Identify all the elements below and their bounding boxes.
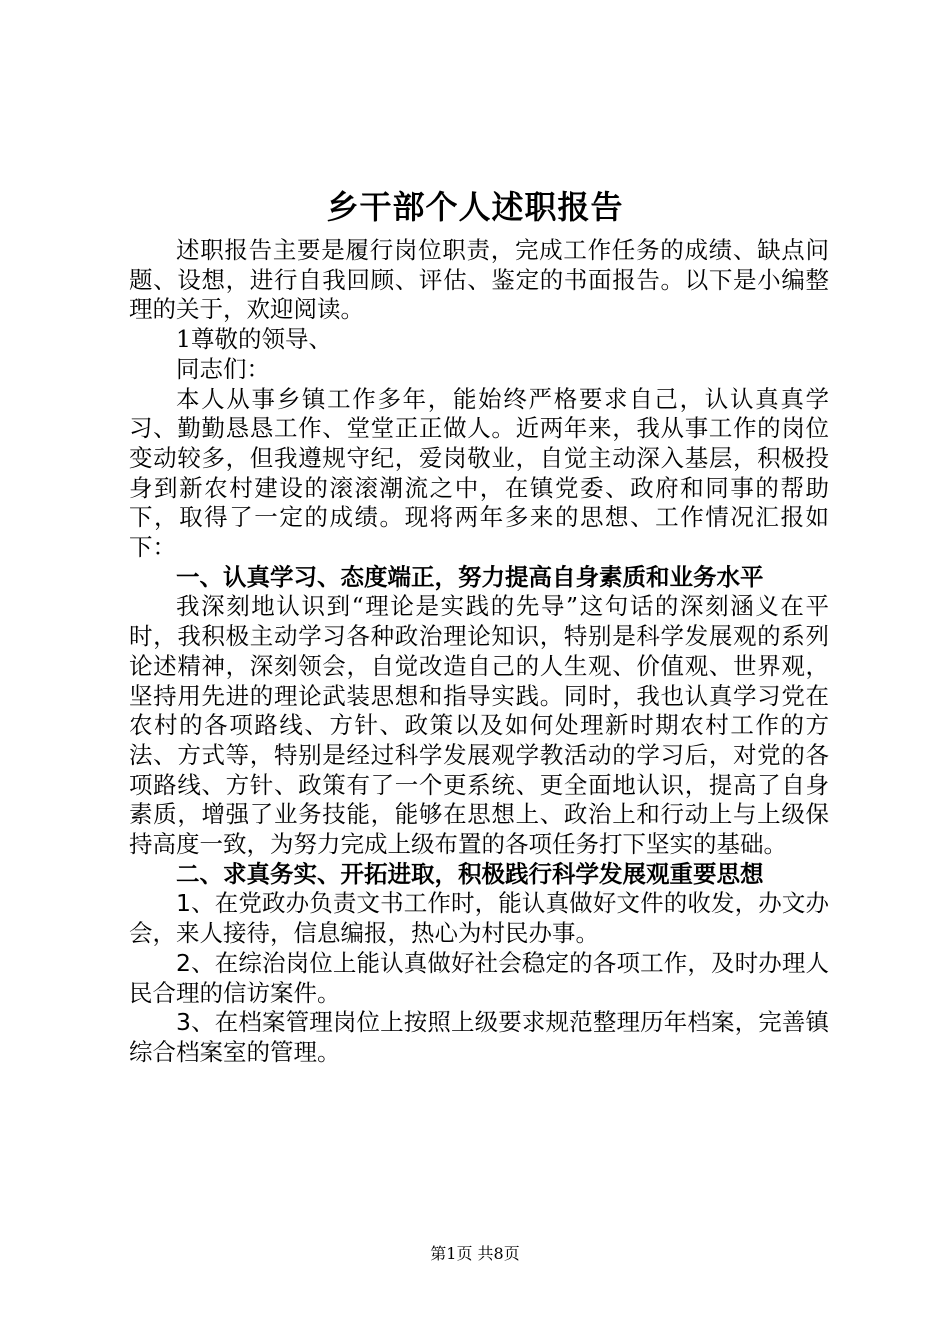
intro-paragraph: 述职报告主要是履行岗位职责，完成工作任务的成绩、缺点问题、设想，进行自我回顾、评估、鉴定的书面报告。以下是小编整理的关于，欢迎阅读。 [129, 236, 829, 324]
section-heading-2: 二、求真务实、开拓进取，积极践行科学发展观重要思想 [176, 859, 764, 888]
section-2-item-2: 2、在综治岗位上能认真做好社会稳定的各项工作，及时办理人民合理的信访案件。 [129, 948, 829, 1007]
opening-paragraph: 本人从事乡镇工作多年，能始终严格要求自己，认认真真学习、勤勤恳恳工作、堂堂正正做人。近两年来，我从事工作的岗位变动较多，但我遵规守纪，爱岗敬业，自觉主动深入基层，积极投身到新农村建设的滚滚潮流之中，在镇党委、政府和同事的帮助下，取得了一定的成绩。现将两年多来的思想、工作情况汇报如下： [129, 384, 829, 562]
document-body [129, 236, 829, 1068]
section-2-item-3: 3、在档案管理岗位上按照上级要求规范整理历年档案，完善镇综合档案室的管理。 [129, 1008, 829, 1066]
section-1-paragraph: 我深刻地认识到“理论是实践的先导”这句话的深刻涵义在平时，我积极主动学习各种政治理论知识，特别是科学发展观的系列论述精神，深刻领会，自觉改造自己的人生观、价值观、世界观，坚持用先进的理论武装思想和指导实践。同时，我也认真学习党在农村的各项路线、方针、政策以及如何处理新时期农村工作的方法、方式等，特别是经过科学发展观学教活动的学习后，对党的各项路线、方针、政策有了一个更系统、更全面地认识，提高了自身素质，增强了业务技能，能够在思想上、政治上和行动上与上级保持高度一致，为努力完成上级布置的各项任务打下坚实的基础。 [129, 592, 829, 859]
section-heading-1: 一、认真学习、态度端正，努力提高自身素质和业务水平 [176, 562, 764, 591]
salutation-line-2: 同志们： [176, 354, 270, 383]
salutation-line-1: 1尊敬的领导、 [176, 325, 332, 354]
section-2-item-1: 1、在党政办负责文书工作时，能认真做好文件的收发，办文办会，来人接待，信息编报，热心为村民办事。 [129, 889, 829, 948]
page-footer: 第1页 共8页 [430, 1244, 520, 1263]
document-title: 乡干部个人述职报告 [326, 188, 624, 226]
